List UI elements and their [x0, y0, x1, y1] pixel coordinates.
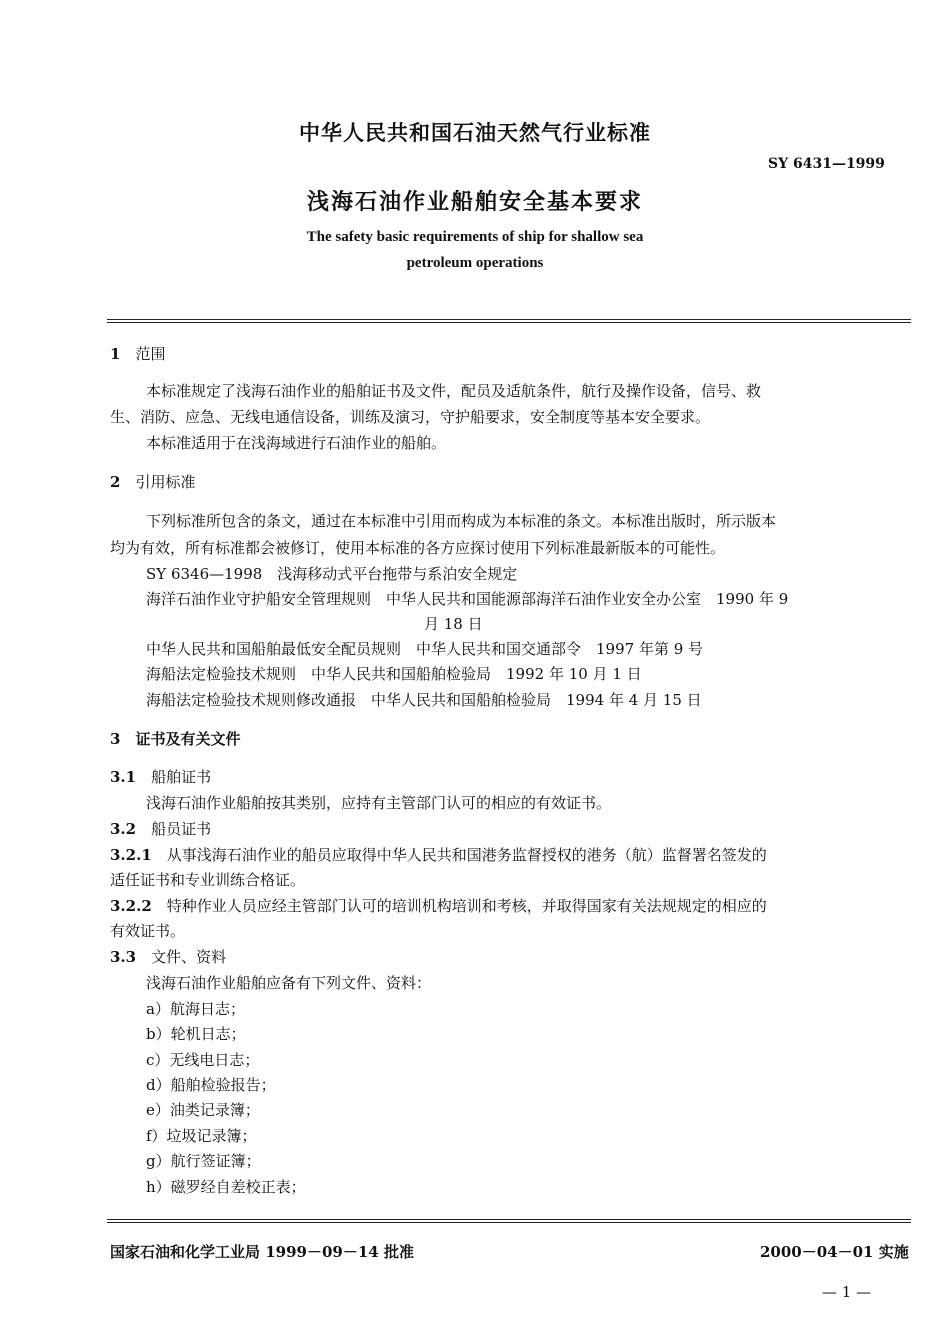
- paragraph-line: 有效证书。: [110, 922, 186, 940]
- list-item: h）磁罗经自差校正表；: [146, 1178, 306, 1196]
- paragraph-line: 本标准适用于在浅海域进行石油作业的船舶。: [146, 434, 447, 452]
- subsection-3-2-heading: [110, 818, 211, 839]
- subsection-number: 3.2: [110, 820, 137, 838]
- org-title: 中华人民共和国石油天然气行业标准: [299, 120, 651, 145]
- subsection-title: 船舶证书: [151, 768, 212, 786]
- clause-text: 特种作业人员应经主管部门认可的培训机构培训和考核，并取得国家有关法规规定的相应的: [166, 897, 767, 915]
- subsection-3-1-heading: [110, 766, 211, 787]
- section-title: 范围: [135, 345, 166, 363]
- subsection-number: 3.3: [110, 948, 137, 966]
- english-title-line1: The safety basic requirements of ship for shallow sea: [306, 229, 644, 245]
- document-title: 浅海石油作业船舶安全基本要求: [306, 189, 643, 215]
- paragraph-line: 适任证书和专业训练合格证。: [110, 871, 306, 889]
- clause-3-2-1: [110, 844, 767, 865]
- paragraph-line: 浅海石油作业船舶应备有下列文件、资料：: [146, 974, 432, 992]
- list-item: c）无线电日志；: [146, 1051, 260, 1069]
- list-item: d）船舶检验报告；: [146, 1076, 276, 1094]
- section-number: 1: [110, 345, 121, 363]
- approval-date: 国家石油和化学工业局 1999－09－14 批准: [110, 1243, 414, 1261]
- paragraph-line: 均为有效，所有标准都会被修订，使用本标准的各方应探讨使用下列标准最新版本的可能性。: [110, 539, 726, 557]
- paragraph-line: 浅海石油作业船舶按其类别，应持有主管部门认可的相应的有效证书。: [146, 794, 612, 812]
- list-item: e）油类记录簿；: [146, 1101, 260, 1119]
- clause-number: 3.2.2: [110, 897, 152, 915]
- header-divider: [107, 319, 911, 320]
- reference-item: 海船法定检验技术规则 中华人民共和国船舶检验局 1992 年 10 月 1 日: [146, 665, 642, 683]
- header-divider-2: [107, 322, 911, 323]
- subsection-title: 船员证书: [151, 820, 212, 838]
- clause-3-2-2: [110, 895, 767, 916]
- subsection-number: 3.1: [110, 768, 137, 786]
- reference-item: SY 6346—1998 浅海移动式平台拖带与系泊安全规定: [146, 565, 518, 583]
- section-title: 证书及有关文件: [135, 730, 241, 748]
- subsection-title: 文件、资料: [151, 948, 227, 966]
- footer-divider-2: [107, 1222, 911, 1223]
- effective-date: 2000－04－01 实施: [760, 1243, 909, 1261]
- list-item: g）航行签证簿；: [146, 1152, 261, 1170]
- list-item: a）航海日志；: [146, 1000, 245, 1018]
- clause-number: 3.2.1: [110, 846, 152, 864]
- list-item: f）垃圾记录簿；: [146, 1127, 257, 1145]
- reference-item: 海洋石油作业守护船安全管理规则 中华人民共和国能源部海洋石油作业安全办公室 1990 年 9: [146, 590, 789, 608]
- section-number: 3: [110, 730, 121, 748]
- footer-divider: [107, 1219, 911, 1220]
- page-number: — 1 —: [822, 1283, 872, 1301]
- paragraph-line: 本标准规定了浅海石油作业的船舶证书及文件，配员及适航条件，航行及操作设备，信号、救: [146, 382, 762, 400]
- section-1-heading: [110, 343, 165, 364]
- list-item: b）轮机日志；: [146, 1025, 246, 1043]
- english-title-line2: petroleum operations: [406, 255, 544, 271]
- reference-item-continued: 月 18 日: [424, 615, 483, 633]
- clause-text: 从事浅海石油作业的船员应取得中华人民共和国港务监督授权的港务（航）监督署名签发的: [166, 846, 767, 864]
- reference-item: 中华人民共和国船舶最低安全配员规则 中华人民共和国交通部令 1997 年第 9 号: [146, 640, 704, 658]
- section-number: 2: [110, 473, 121, 491]
- paragraph-line: 下列标准所包含的条文，通过在本标准中引用而构成为本标准的条文。本标准出版时，所示版本: [146, 512, 777, 530]
- section-2-heading: [110, 471, 195, 492]
- reference-item: 海船法定检验技术规则修改通报 中华人民共和国船舶检验局 1994 年 4 月 15 日: [146, 691, 702, 709]
- subsection-3-3-heading: [110, 946, 226, 967]
- section-3-heading: [110, 728, 240, 749]
- paragraph-line: 生、消防、应急、无线电通信设备，训练及演习，守护船要求，安全制度等基本安全要求。: [110, 408, 711, 426]
- section-title: 引用标准: [135, 473, 196, 491]
- standard-code: SY 6431—1999: [768, 156, 885, 172]
